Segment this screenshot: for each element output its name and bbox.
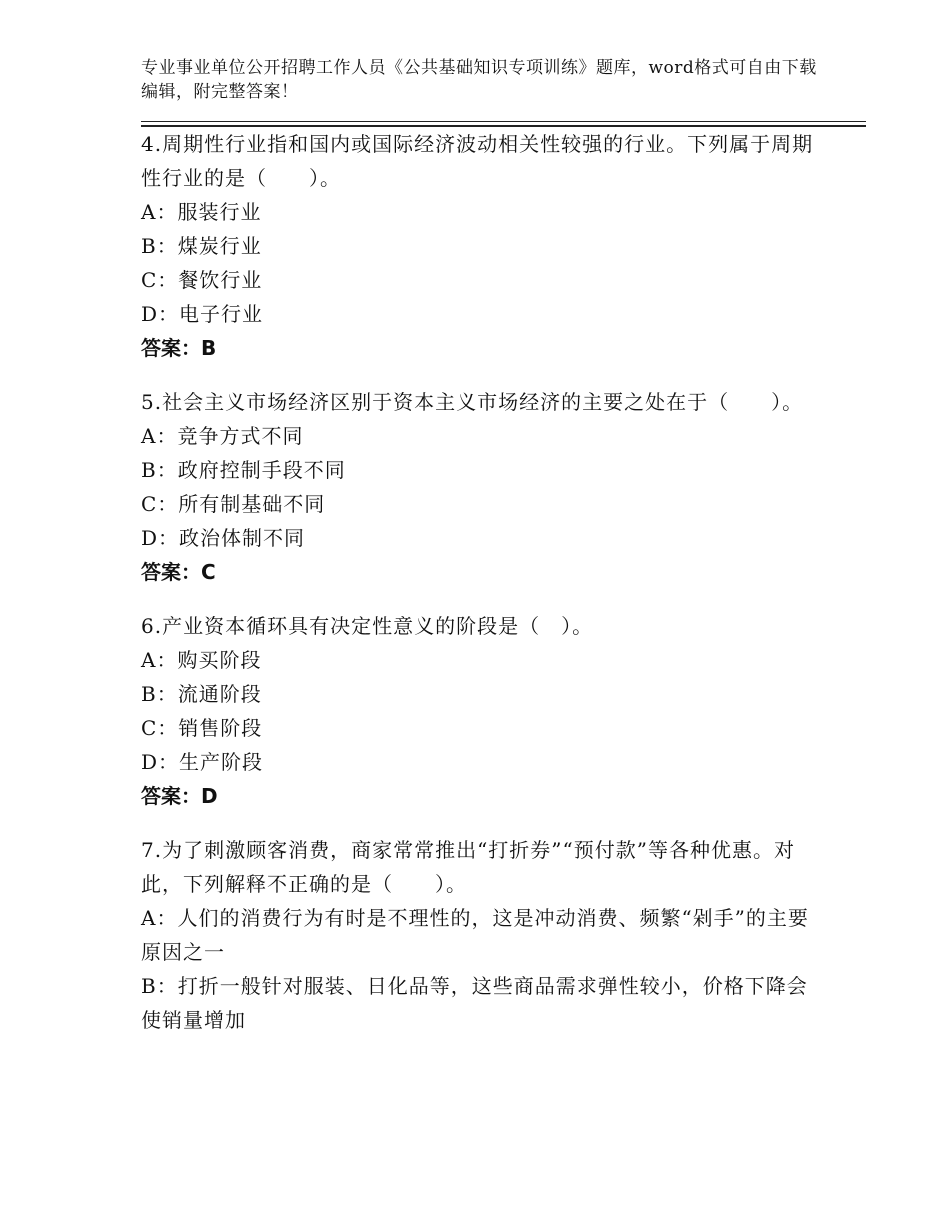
option-d: D：生产阶段	[141, 750, 264, 774]
option-b: B：流通阶段	[141, 682, 262, 706]
answer-label: 答案：D	[141, 784, 218, 808]
question-6	[141, 609, 821, 813]
question-stem: 6.产业资本循环具有决定性意义的阶段是（ ）。	[141, 614, 594, 638]
option-b: B：煤炭行业	[141, 234, 262, 258]
option-a: A：人们的消费行为有时是不理性的，这是冲动消费、频繁“剁手”的主要原因之一	[141, 906, 809, 964]
option-d: D：电子行业	[141, 302, 264, 326]
option-b: B：政府控制手段不同	[141, 458, 346, 482]
answer-label: 答案：B	[141, 336, 217, 360]
option-c: C：餐饮行业	[141, 268, 263, 292]
document-header: 专业事业单位公开招聘工作人员《公共基础知识专项训练》题库，word格式可自由下载编辑，附完整答案！	[141, 58, 817, 102]
option-a: A：购买阶段	[141, 648, 262, 672]
question-list	[141, 127, 821, 1057]
header-divider-top	[141, 121, 866, 122]
question-4	[141, 127, 821, 365]
option-d: D：政治体制不同	[141, 526, 306, 550]
option-b: B：打折一般针对服装、日化品等，这些商品需求弹性较小，价格下降会使销量增加	[141, 974, 808, 1032]
question-7	[141, 833, 821, 1037]
question-stem: 7.为了刺激顾客消费，商家常常推出“打折券”“预付款”等各种优惠。对此，下列解释不正确的是（ ）。	[141, 838, 795, 896]
option-a: A：服装行业	[141, 200, 262, 224]
question-5	[141, 385, 821, 589]
option-a: A：竞争方式不同	[141, 424, 304, 448]
answer-label: 答案：C	[141, 560, 216, 584]
option-c: C：销售阶段	[141, 716, 263, 740]
question-stem: 4.周期性行业指和国内或国际经济波动相关性较强的行业。下列属于周期性行业的是（ ）。	[141, 132, 814, 190]
question-stem: 5.社会主义市场经济区别于资本主义市场经济的主要之处在于（ ）。	[141, 390, 804, 414]
option-c: C：所有制基础不同	[141, 492, 326, 516]
